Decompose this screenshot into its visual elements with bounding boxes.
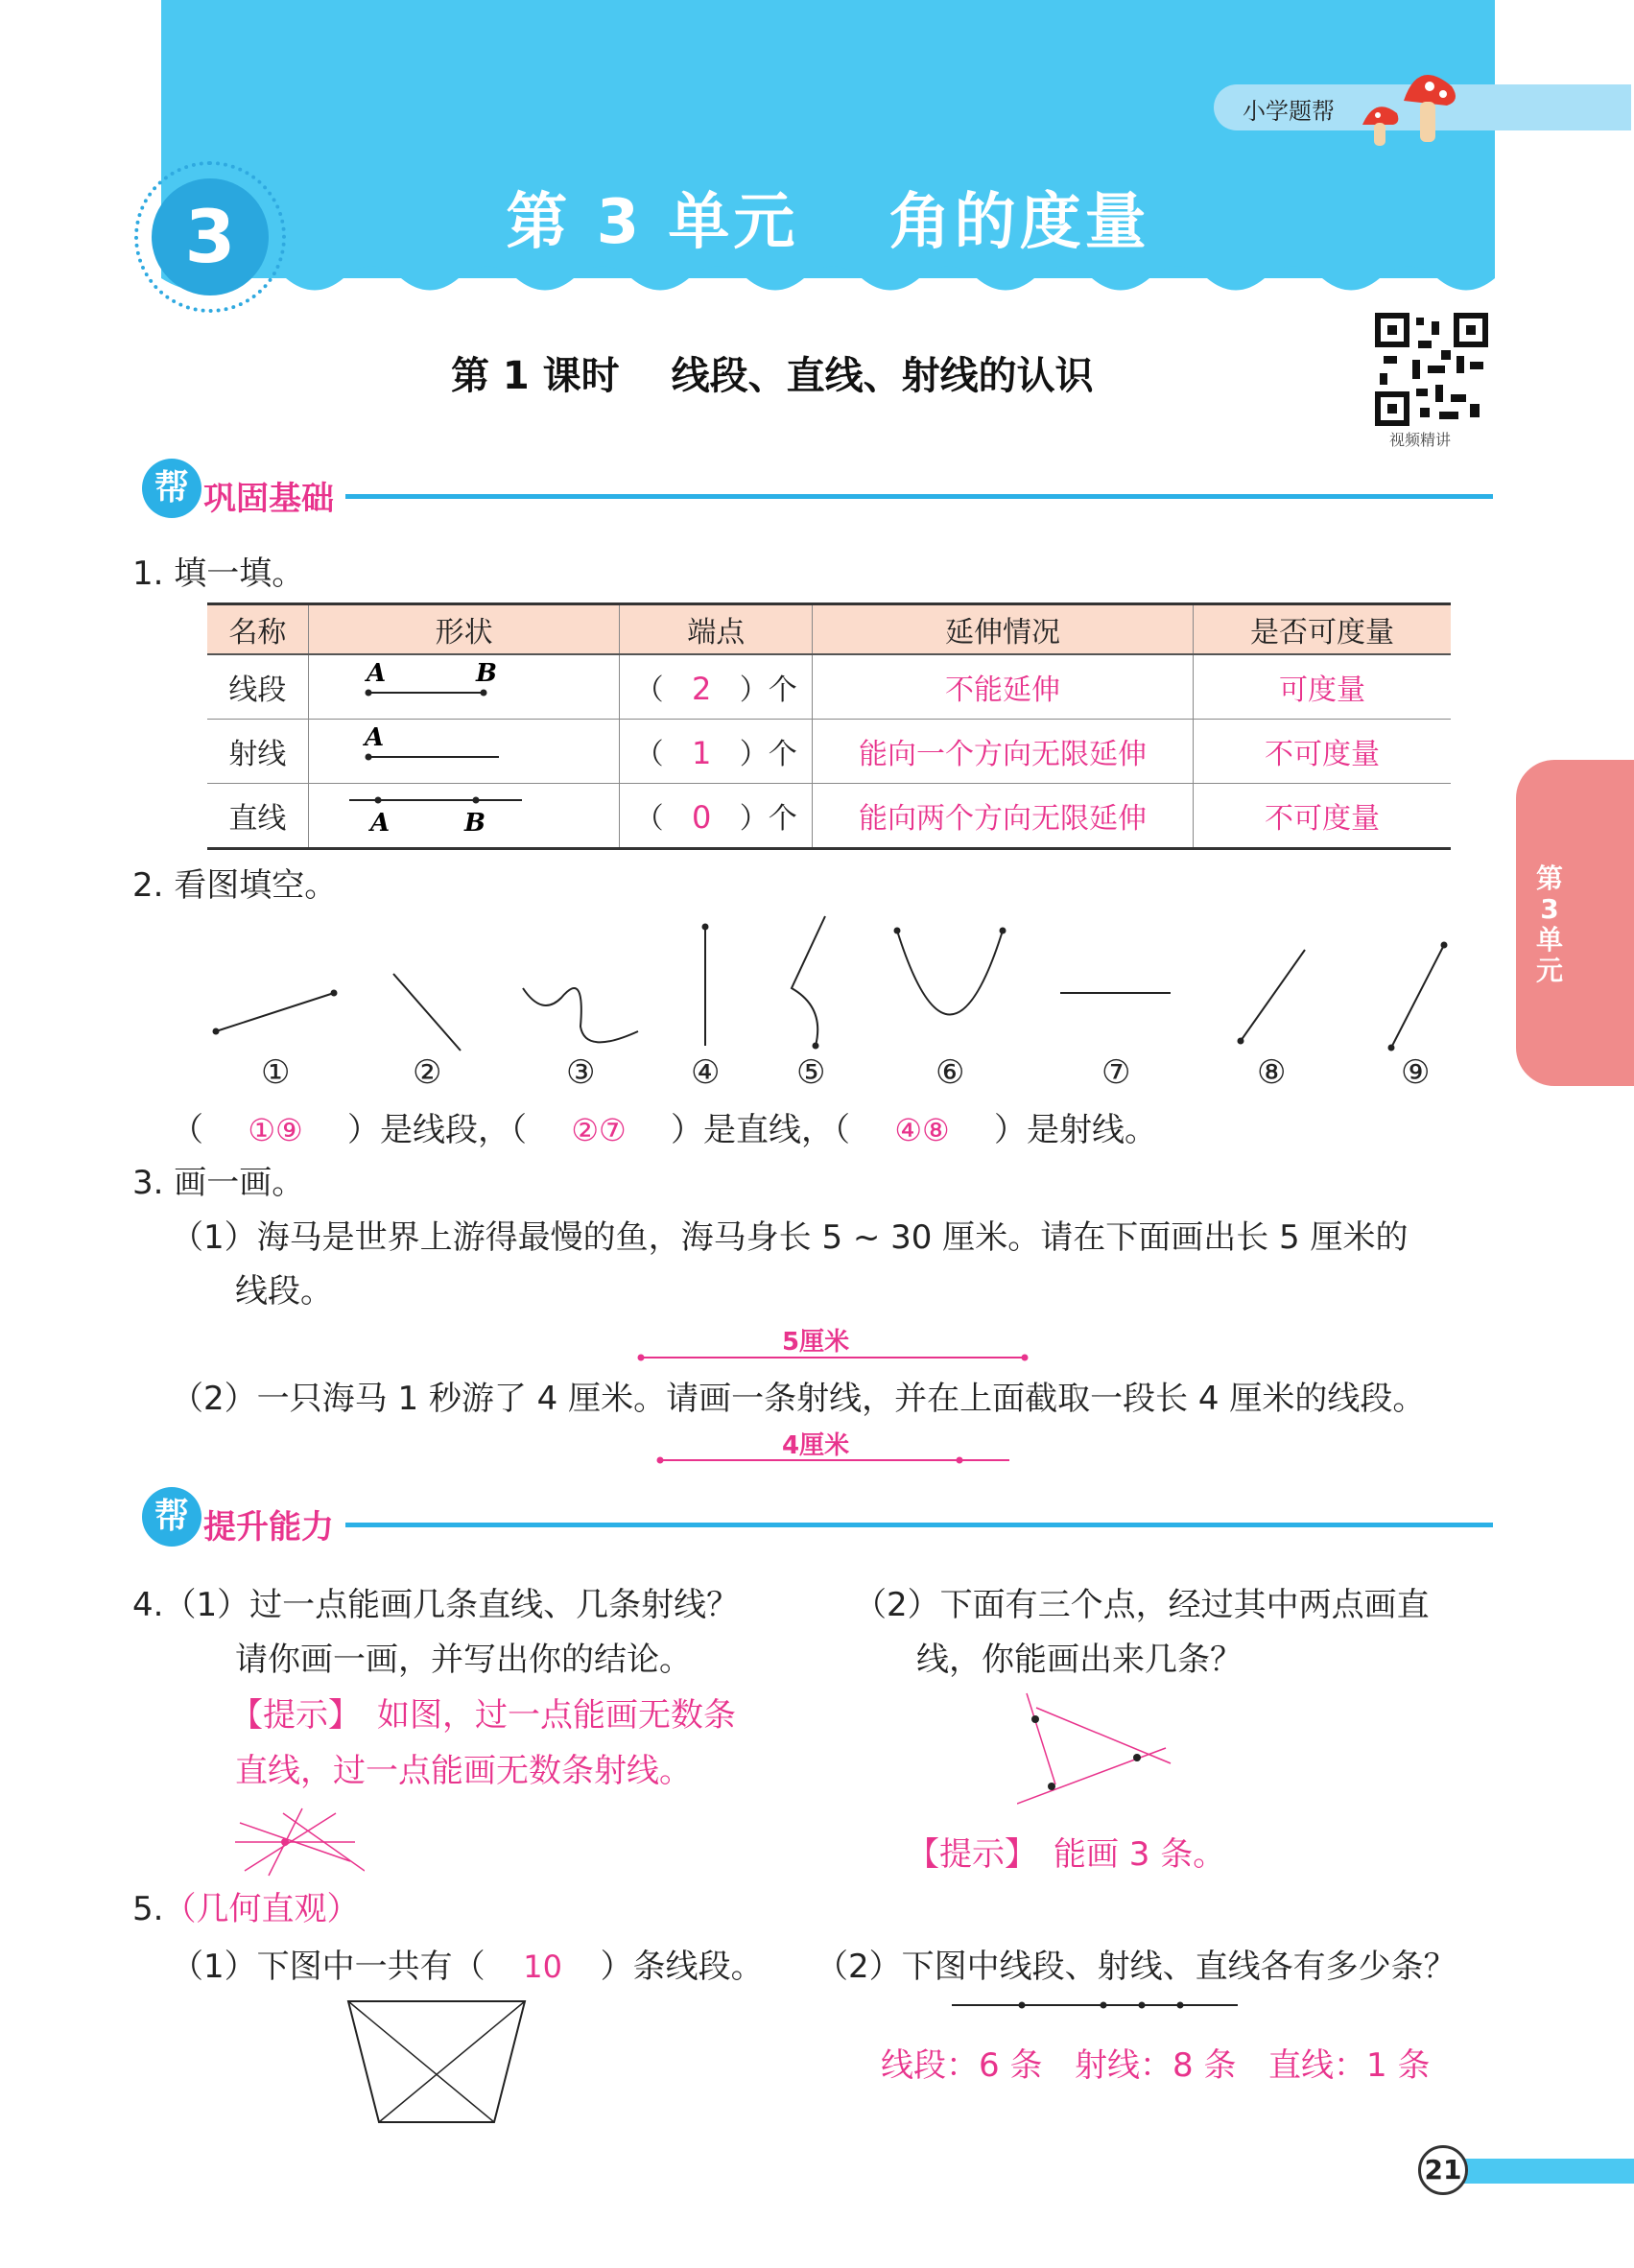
q3-label-4cm: 4厘米 [782, 1431, 850, 1460]
q5-answer-segment-count: 线段：6 条 [881, 2046, 1043, 2085]
q2-answer-line: （ ①⑨ ）是线段，（ ②⑦ ）是直线，（ ④⑧ ）是射线。 [171, 1111, 1157, 1149]
section-divider-basics [345, 494, 1493, 499]
endpoint-cell: （ 2 ）个 [620, 654, 813, 720]
line-shape [320, 787, 608, 837]
figure-label: ② [413, 1053, 442, 1092]
side-unit-tab [1516, 760, 1634, 1086]
answer-extend: 能向一个方向无限延伸 [813, 720, 1194, 784]
q4-hint1-line2: 直线，过一点能画无数条射线。 [235, 1752, 692, 1790]
figure-label: ⑧ [1257, 1053, 1287, 1092]
shape-cell [308, 654, 620, 720]
answer-extend: 能向两个方向无限延伸 [813, 784, 1194, 849]
unit-title: 第 3 单元 角的度量 [506, 187, 1150, 258]
answer-endpoints: 0 [692, 799, 712, 836]
svg-text:B: B [463, 809, 485, 837]
row-name: 直线 [207, 784, 308, 849]
svg-text:B: B [475, 659, 497, 688]
qr-caption: 视频精讲 [1389, 431, 1452, 449]
q3-ray-4cm [652, 1451, 1017, 1470]
figure-label: ⑤ [796, 1053, 826, 1092]
col-header: 端点 [620, 604, 813, 655]
unit-number-badge: 3 [152, 178, 269, 295]
q4-part1-line2: 请你画一画，并写出你的结论。 [235, 1641, 692, 1679]
shape-cell [308, 720, 620, 784]
figure-label: ④ [691, 1053, 721, 1092]
row-name: 射线 [207, 720, 308, 784]
q5-part1: （1）下图中一共有（ 10 ）条线段。 [171, 1948, 764, 1986]
col-header: 形状 [308, 604, 620, 655]
q4-part2-line1: （2）下面有三个点，经过其中两点画直 [854, 1586, 1430, 1624]
q5-answer-line-count: 直线：1 条 [1268, 2046, 1431, 2085]
q3-part1-line1: （1）海马是世界上游得最慢的鱼，海马身长 5 ~ 30 厘米。请在下面画出长 5 厘米的 [171, 1218, 1409, 1257]
svg-text:A: A [366, 659, 386, 688]
section-title-basics: 巩固基础 [203, 480, 334, 518]
q3-label-5cm: 5厘米 [782, 1328, 850, 1357]
q4-part2-line2: 线，你能画出来几条？ [916, 1641, 1243, 1679]
banner-wave [161, 259, 1495, 307]
q3-part2: （2）一只海马 1 秒游了 4 厘米。请画一条射线，并在上面截取一段长 4 厘米的线段。 [171, 1380, 1426, 1418]
section-badge-basics: 帮 [142, 459, 201, 518]
shape-cell [308, 784, 620, 849]
answer-rays: ④⑧ [894, 1112, 950, 1148]
answer-measure: 不可度量 [1193, 784, 1451, 849]
mushroom-icon [1361, 58, 1466, 149]
q4-hint2: 【提示】 能画 3 条。 [907, 1835, 1226, 1874]
section-badge-advance: 帮 [142, 1487, 201, 1547]
q1-title: 1. 填一填。 [132, 555, 305, 593]
answer-lines: ②⑦ [571, 1112, 627, 1148]
answer-measure: 可度量 [1193, 654, 1451, 720]
answer-endpoints: 2 [692, 671, 712, 707]
answer-endpoints: 1 [692, 735, 712, 771]
ray-shape [320, 722, 608, 772]
q3-segment-5cm [633, 1348, 1036, 1367]
side-unit-tab-label: 第3单元 [1535, 862, 1563, 986]
table-row [207, 654, 1451, 720]
table-row [207, 784, 1451, 849]
col-header: 延伸情况 [813, 604, 1194, 655]
qr-code-icon[interactable] [1374, 312, 1489, 427]
q4-three-points [1017, 1679, 1180, 1823]
answer-measure: 不可度量 [1193, 720, 1451, 784]
row-name: 线段 [207, 654, 308, 720]
q5-tag: （几何直观） [163, 1890, 360, 1928]
q5-answer-segments: 10 [523, 1949, 562, 1985]
q4-pencil-lines [230, 1804, 365, 1880]
lesson-title: 第 1 课时 线段、直线、射线的认识 [451, 354, 1094, 398]
q4-part1-line1: 4.（1）过一点能画几条直线、几条射线？ [132, 1586, 740, 1624]
q2-title: 2. 看图填空。 [132, 866, 338, 905]
q5-trapezoid [341, 1996, 533, 2130]
figure-label: ⑦ [1101, 1053, 1131, 1092]
page-number-bar [1458, 2159, 1634, 2184]
q5-title: 5.（几何直观） [132, 1890, 360, 1928]
segment-shape [320, 658, 608, 708]
col-header: 名称 [207, 604, 308, 655]
svg-text:A: A [369, 809, 390, 837]
brand-text: 小学题帮 [1243, 98, 1335, 125]
q5-part2: （2）下图中线段、射线、直线各有多少条？ [816, 1948, 1456, 1986]
q3-part1-line2: 线段。 [235, 1272, 333, 1311]
endpoint-cell: （ 1 ）个 [620, 720, 813, 784]
section-title-advance: 提升能力 [203, 1508, 334, 1547]
endpoint-cell: （ 0 ）个 [620, 784, 813, 849]
table-row [207, 720, 1451, 784]
figure-label: ③ [566, 1053, 596, 1092]
q3-title: 3. 画一画。 [132, 1164, 305, 1202]
answer-extend: 不能延伸 [813, 654, 1194, 720]
figure-label: ① [261, 1053, 291, 1092]
answer-segments: ①⑨ [248, 1112, 303, 1148]
figure-label: ⑥ [935, 1053, 965, 1092]
col-header: 是否可度量 [1193, 604, 1451, 655]
q5-answer-ray-count: 射线：8 条 [1075, 2046, 1237, 2085]
q1-table [207, 602, 1451, 850]
page-number: 21 [1418, 2145, 1468, 2195]
svg-text:A: A [364, 723, 384, 752]
q5-line-points [950, 1996, 1247, 2015]
q4-hint1-line1: 【提示】 如图，过一点能画无数条 [230, 1696, 736, 1735]
section-divider-advance [345, 1523, 1493, 1527]
figure-label: ⑨ [1401, 1053, 1431, 1092]
